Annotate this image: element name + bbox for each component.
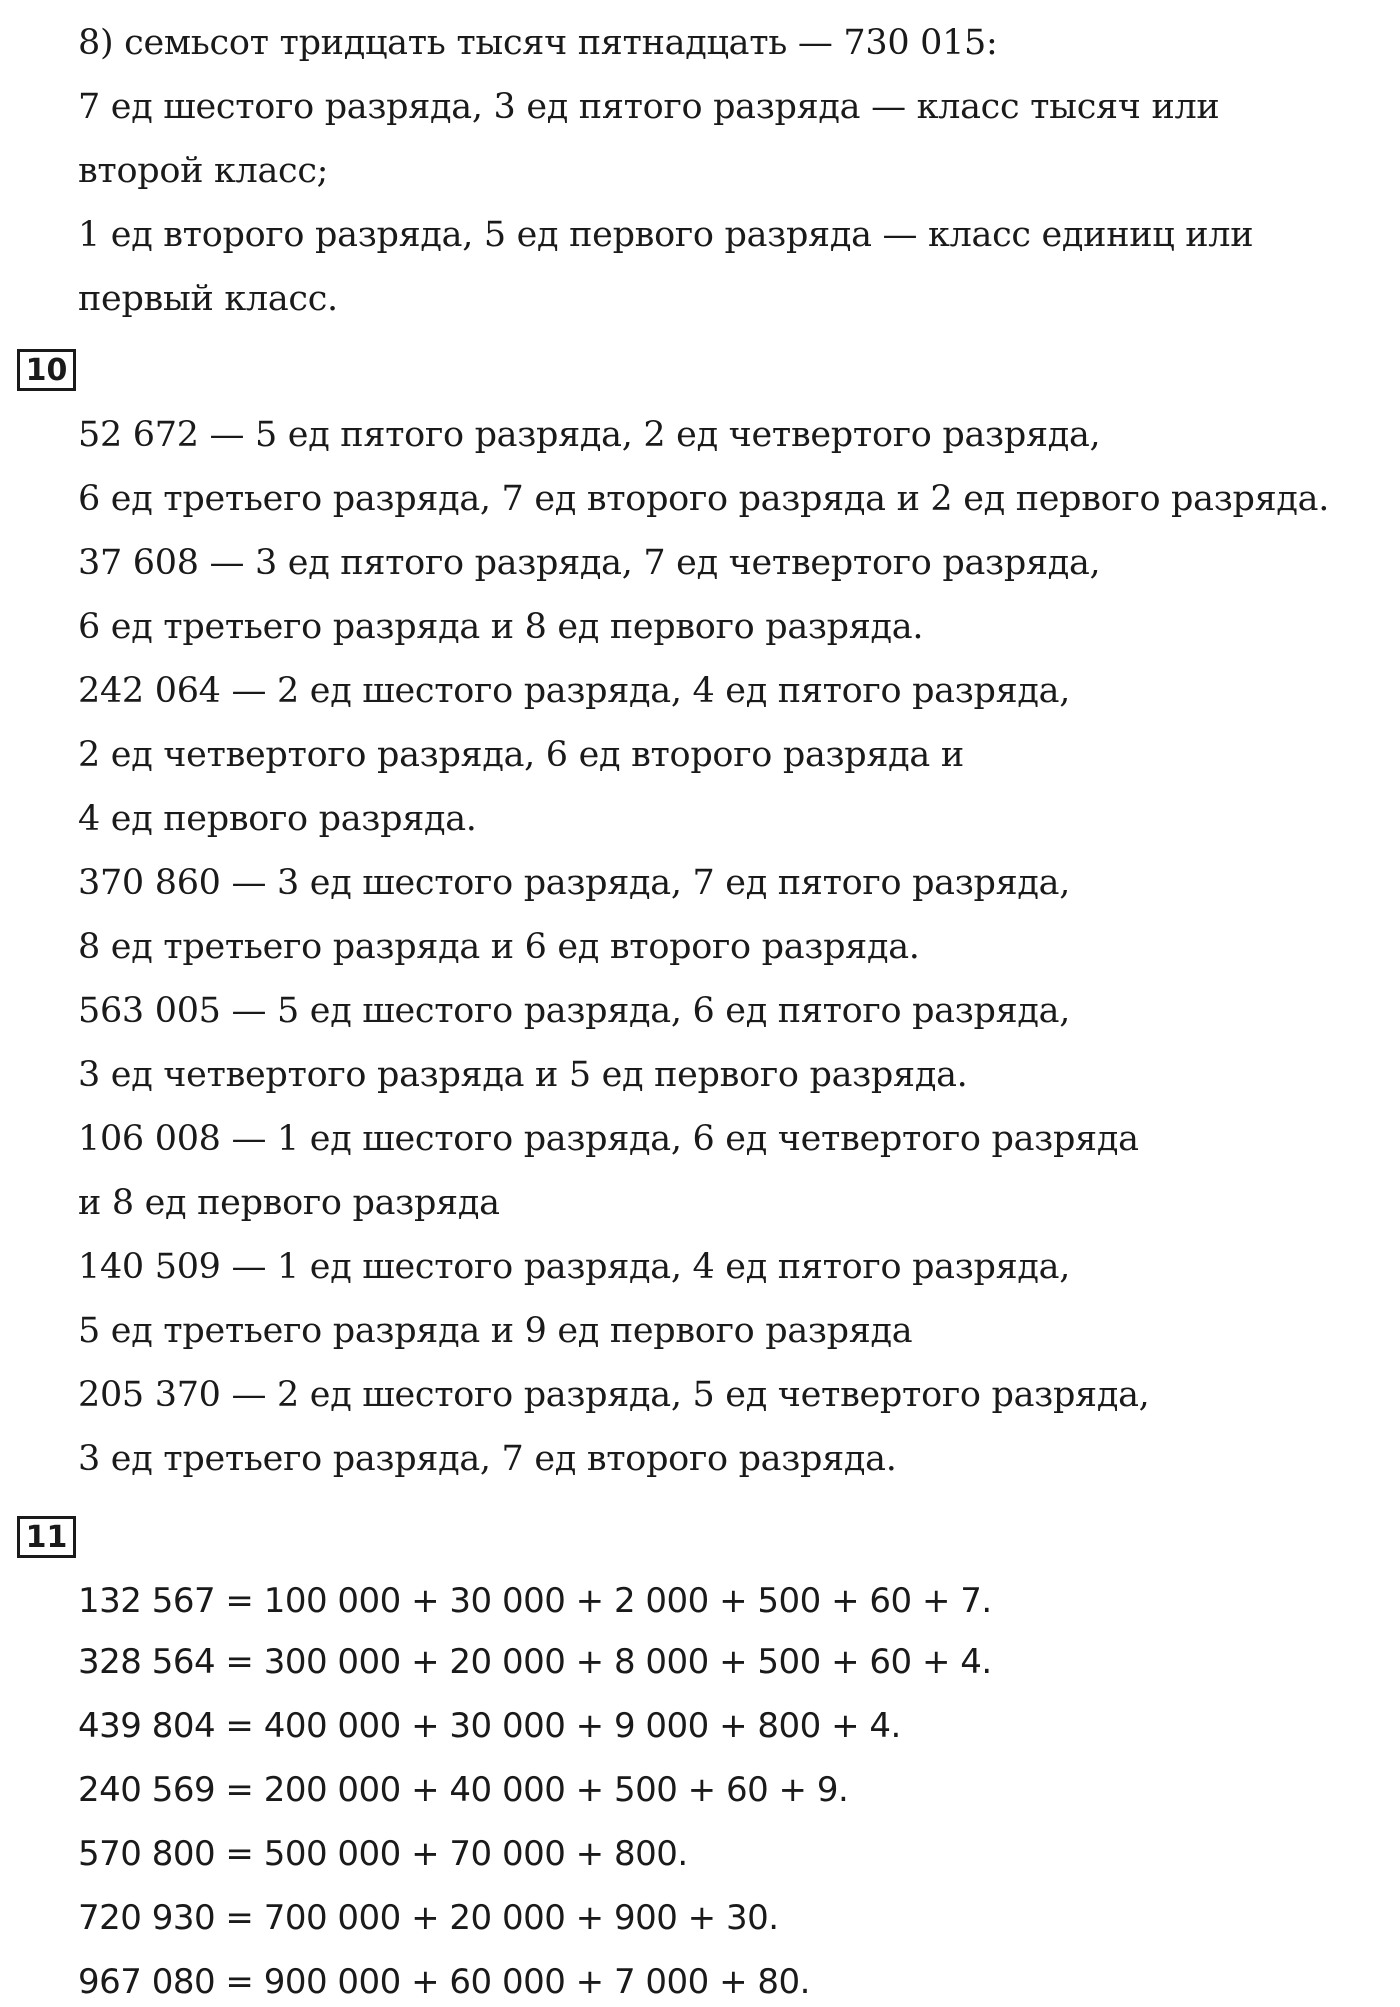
task11-line-6: 720 930 = 700 000 + 20 000 + 900 + 30. bbox=[78, 1898, 779, 1938]
task11-line-2: 328 564 = 300 000 + 20 000 + 8 000 + 500 + 60 + 4. bbox=[78, 1642, 992, 1682]
intro-line-3: второй класс; bbox=[78, 151, 329, 191]
task10-line-10: 563 005 — 5 ед шестого разряда, 6 ед пятого разряда, bbox=[78, 991, 1071, 1031]
intro-line-5: первый класс. bbox=[78, 279, 338, 319]
task11-line-1: 132 567 = 100 000 + 30 000 + 2 000 + 500 + 60 + 7. bbox=[78, 1581, 992, 1621]
intro-line-4: 1 ед второго разряда, 5 ед первого разряда — класс единиц или bbox=[78, 215, 1254, 255]
intro-line-2: 7 ед шестого разряда, 3 ед пятого разряда — класс тысяч или bbox=[78, 87, 1220, 127]
task11-line-5: 570 800 = 500 000 + 70 000 + 800. bbox=[78, 1834, 688, 1874]
task10-line-7: 4 ед первого разряда. bbox=[78, 799, 477, 839]
task10-line-4: 6 ед третьего разряда и 8 ед первого разряда. bbox=[78, 607, 924, 647]
intro-line-1: 8) семьсот тридцать тысяч пятнадцать — 730 015: bbox=[78, 23, 998, 63]
task-number-10: 10 bbox=[17, 349, 76, 391]
task10-line-5: 242 064 — 2 ед шестого разряда, 4 ед пятого разряда, bbox=[78, 671, 1071, 711]
task10-line-11: 3 ед четвертого разряда и 5 ед первого разряда. bbox=[78, 1055, 968, 1095]
task10-line-1: 52 672 — 5 ед пятого разряда, 2 ед четвертого разряда, bbox=[78, 415, 1101, 455]
task10-line-15: 5 ед третьего разряда и 9 ед первого разряда bbox=[78, 1311, 913, 1351]
task10-line-9: 8 ед третьего разряда и 6 ед второго разряда. bbox=[78, 927, 920, 967]
task10-line-3: 37 608 — 3 ед пятого разряда, 7 ед четвертого разряда, bbox=[78, 543, 1101, 583]
task10-line-14: 140 509 — 1 ед шестого разряда, 4 ед пятого разряда, bbox=[78, 1247, 1071, 1287]
task10-line-2: 6 ед третьего разряда, 7 ед второго разряда и 2 ед первого разряда. bbox=[78, 479, 1330, 519]
task11-line-4: 240 569 = 200 000 + 40 000 + 500 + 60 + 9. bbox=[78, 1770, 849, 1810]
task10-line-6: 2 ед четвертого разряда, 6 ед второго разряда и bbox=[78, 735, 964, 775]
task10-line-8: 370 860 — 3 ед шестого разряда, 7 ед пятого разряда, bbox=[78, 863, 1071, 903]
task-number-11: 11 bbox=[17, 1516, 76, 1558]
task10-line-13: и 8 ед первого разряда bbox=[78, 1183, 500, 1223]
task10-line-16: 205 370 — 2 ед шестого разряда, 5 ед четвертого разряда, bbox=[78, 1375, 1150, 1415]
task11-line-7: 967 080 = 900 000 + 60 000 + 7 000 + 80. bbox=[78, 1962, 810, 2002]
task10-line-12: 106 008 — 1 ед шестого разряда, 6 ед четвертого разряда bbox=[78, 1119, 1139, 1159]
task11-line-3: 439 804 = 400 000 + 30 000 + 9 000 + 800 + 4. bbox=[78, 1706, 901, 1746]
task10-line-17: 3 ед третьего разряда, 7 ед второго разряда. bbox=[78, 1439, 897, 1479]
